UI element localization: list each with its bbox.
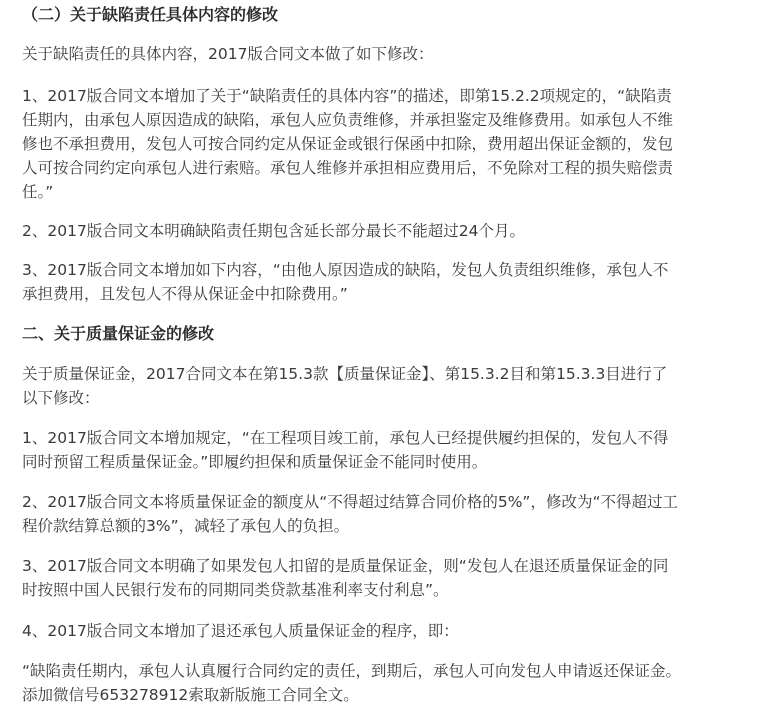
- paragraph-defect-intro: 关于缺陷责任的具体内容，2017版合同文本做了如下修改：: [22, 45, 434, 63]
- paragraph-deposit-quote: “缺陷责任期内，承包人认真履行合同约定的责任，到期后，承包人可向发包人申请返还保证金。添加微信号653278912索取新版施工合同全文。: [22, 662, 682, 704]
- section-heading-defect-liability: （二）关于缺陷责任具体内容的修改: [22, 5, 279, 24]
- paragraph-deposit-item-4: 4、2017版合同文本增加了退还承包人质量保证金的程序，即：: [22, 622, 459, 640]
- paragraph-defect-item-3: 3、2017版合同文本增加如下内容，“由他人原因造成的缺陷，发包人负责组织维修，承包人不承担费用，且发包人不得从保证金中扣除费用。”: [22, 261, 669, 303]
- section-heading-quality-deposit: 二、关于质量保证金的修改: [22, 324, 215, 343]
- paragraph-deposit-item-1: 1、2017版合同文本增加规定，“在工程项目竣工前，承包人已经提供履约担保的，发包人不得同时预留工程质量保证金。”即履约担保和质量保证金不能同时使用。: [22, 429, 669, 471]
- paragraph-deposit-item-2: 2、2017版合同文本将质量保证金的额度从“不得超过结算合同价格的5%”，修改为“不得超过工程价款结算总额的3%”，减轻了承包人的负担。: [22, 493, 678, 535]
- paragraph-defect-item-2: 2、2017版合同文本明确缺陷责任期包含延长部分最长不能超过24个月。: [22, 222, 526, 240]
- paragraph-defect-item-1: 1、2017版合同文本增加了关于“缺陷责任的具体内容”的描述，即第15.2.2项规定的，“缺陷责任期内，由承包人原因造成的缺陷，承包人应负责维修，并承担鉴定及维修费用。如承包人不维修也不承担费用，发包人可按合同约定从保证金或银行保函中扣除，费用超出保证金额的，发包人可按合同约定向承包人进行索赔。承包人维修并承担相应费用后，不免除对工程的损失赔偿责任。”: [22, 87, 674, 201]
- paragraph-deposit-item-3: 3、2017版合同文本明确了如果发包人扣留的是质量保证金，则“发包人在退还质量保证金的同时按照中国人民银行发布的同期同类贷款基准利率支付利息”。: [22, 557, 669, 599]
- paragraph-deposit-intro: 关于质量保证金，2017合同文本在第15.3款【质量保证金】、第15.3.2目和第15.3.3目进行了以下修改：: [22, 365, 668, 407]
